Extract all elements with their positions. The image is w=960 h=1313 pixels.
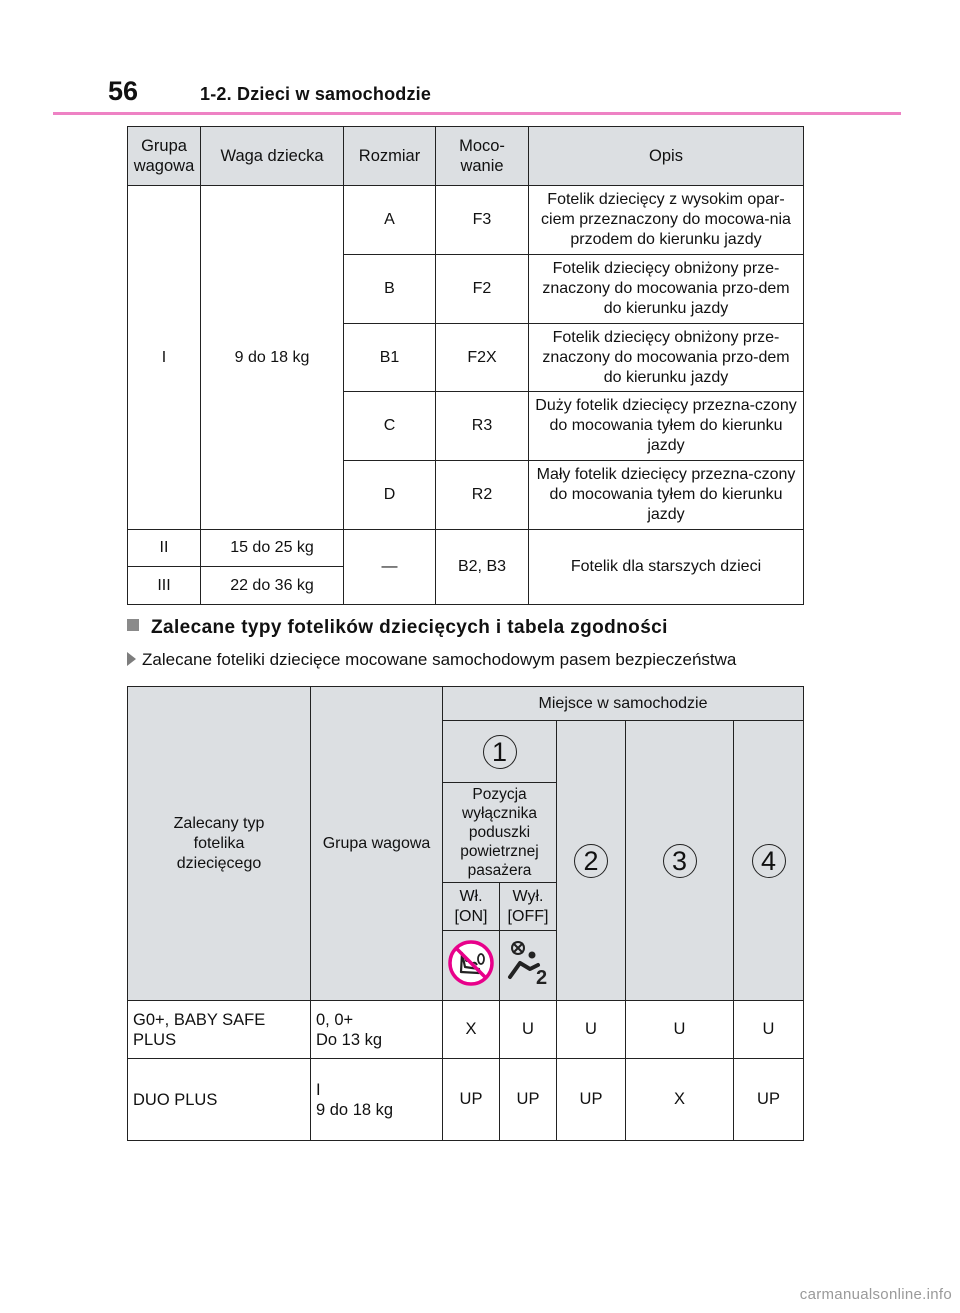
header-cell: Grupa wagowa (311, 687, 443, 1001)
mount-cell: R2 (436, 461, 529, 530)
group-cell: III (128, 567, 201, 605)
size-cell: B (344, 255, 436, 324)
size-cell: B1 (344, 324, 436, 392)
section-title (127, 617, 668, 639)
subsection-title (127, 650, 736, 670)
header-cell: Rozmiar (344, 127, 436, 186)
mount-cell: F2 (436, 255, 529, 324)
page-number: 56 (108, 76, 139, 106)
description-cell: Fotelik dziecięcy z wysokim opar-ciem przeznaczony do mocowa-nia przodem do kierunku jazdy (529, 186, 804, 255)
airbag-off-icon (504, 939, 552, 987)
weight-group-cell: 0, 0+ Do 13 kg (311, 1001, 443, 1059)
header-cell: Grupa wagowa (128, 127, 201, 186)
value-cell: U (500, 1001, 557, 1059)
seat-3-icon: 3 (663, 844, 697, 878)
triangle-bullet-icon (127, 652, 136, 666)
airbag-off-cell (500, 931, 557, 1001)
mount-cell: F3 (436, 186, 529, 255)
table-row (128, 1001, 804, 1059)
value-cell: UP (443, 1059, 500, 1141)
seat-type-cell: G0+, BABY SAFE PLUS (128, 1001, 311, 1059)
mount-cell: F2X (436, 324, 529, 392)
weight-group-cell: I 9 do 18 kg (311, 1059, 443, 1141)
subsection-title-text: Zalecane foteliki dziecięce mocowane samochodowym pasem bezpieczeństwa (142, 650, 737, 669)
section-title-text: Zalecane typy fotelików dziecięcych i tabela zgodności (151, 617, 668, 638)
description-cell: Duży fotelik dziecięcy przezna-czony do mocowania tyłem do kierunku jazdy (529, 392, 804, 461)
value-cell: U (557, 1001, 626, 1059)
table-header-row (128, 687, 804, 721)
seat-4-cell (734, 721, 804, 1001)
on-label: Wł. [ON] (443, 883, 500, 931)
seat-1-icon: 1 (483, 735, 517, 769)
airbag-prohibited-icon (447, 939, 495, 987)
value-cell: U (626, 1001, 734, 1059)
mount-cell: R3 (436, 392, 529, 461)
header-cell: Miejsce w samochodzie (443, 687, 804, 721)
watermark: carmanualsonline.info (799, 1286, 952, 1303)
size-cell: D (344, 461, 436, 530)
seat-size-table (127, 126, 804, 605)
seat-3-cell (626, 721, 734, 1001)
header-cell: Waga dziecka (201, 127, 344, 186)
group-cell: II (128, 530, 201, 567)
description-cell: Fotelik dziecięcy obniżony prze-znaczony do mocowania przo-dem do kierunku jazdy (529, 255, 804, 324)
size-cell: — (344, 530, 436, 605)
description-cell: Fotelik dla starszych dzieci (529, 530, 804, 605)
table-row (128, 1059, 804, 1141)
weight-cell: 9 do 18 kg (201, 186, 344, 530)
table-row (128, 530, 804, 567)
description-cell: Fotelik dziecięcy obniżony prze-znaczony do mocowania przo-dem do kierunku jazdy (529, 324, 804, 392)
header-cell: Zalecany typ fotelika dziecięcego (128, 687, 311, 1001)
value-cell: UP (557, 1059, 626, 1141)
value-cell: X (443, 1001, 500, 1059)
weight-cell: 15 do 25 kg (201, 530, 344, 567)
weight-cell: 22 do 36 kg (201, 567, 344, 605)
value-cell: X (626, 1059, 734, 1141)
page-header (0, 0, 960, 118)
svg-text:2: 2 (536, 966, 548, 987)
header-divider (53, 112, 901, 115)
header-cell: Moco- wanie (436, 127, 529, 186)
square-bullet-icon (127, 619, 139, 631)
value-cell: UP (734, 1059, 804, 1141)
header-cell: Opis (529, 127, 804, 186)
size-cell: A (344, 186, 436, 255)
seat-2-cell (557, 721, 626, 1001)
seat-type-cell: DUO PLUS (128, 1059, 311, 1141)
header-cell: Pozycja wyłącznika poduszki powietrznej pasażera (443, 783, 557, 883)
seat-2-icon: 2 (574, 844, 608, 878)
airbag-prohibited-cell (443, 931, 500, 1001)
value-cell: UP (500, 1059, 557, 1141)
description-cell: Mały fotelik dziecięcy przezna-czony do mocowania tyłem do kierunku jazdy (529, 461, 804, 530)
off-label: Wył. [OFF] (500, 883, 557, 931)
seat-1-cell (443, 721, 557, 783)
size-cell: C (344, 392, 436, 461)
table-row (128, 186, 804, 255)
seat-4-icon: 4 (752, 844, 786, 878)
table-header-row (128, 127, 804, 186)
compatibility-table (127, 686, 804, 1141)
mount-cell: B2, B3 (436, 530, 529, 605)
group-cell: I (128, 186, 201, 530)
value-cell: U (734, 1001, 804, 1059)
chapter-title: 1-2. Dzieci w samochodzie (200, 84, 432, 104)
